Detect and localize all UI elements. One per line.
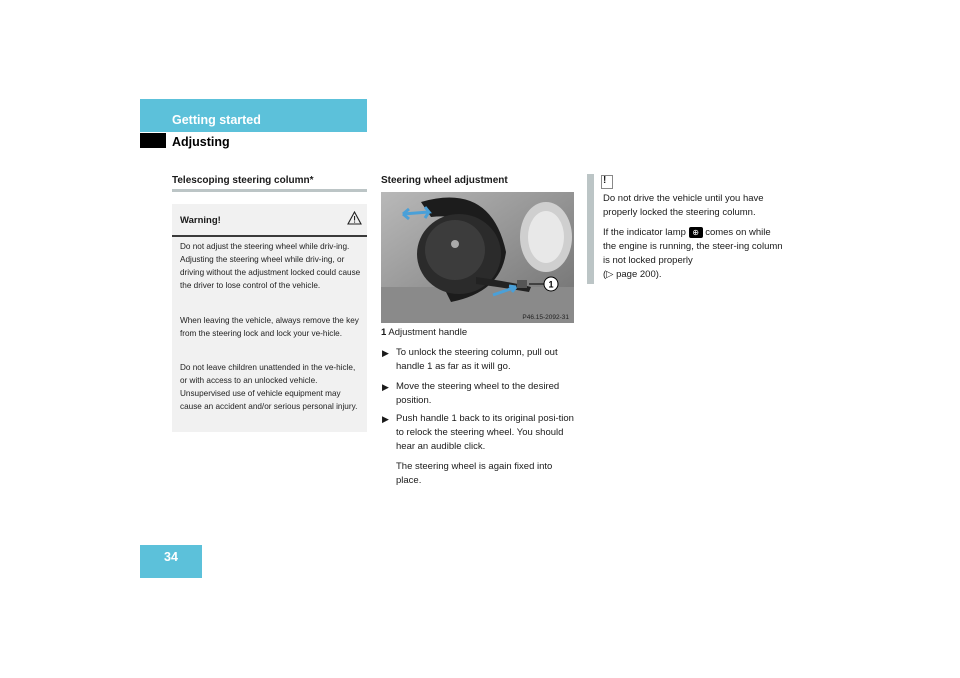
- section-title: Getting started: [172, 113, 261, 127]
- legend-number: 1: [381, 327, 387, 338]
- instruction-step: To unlock the steering column, pull out handle 1 as far as it will go.: [396, 347, 558, 372]
- warning-paragraph: Do not adjust the steering wheel while driv-ing. Adjusting the steering wheel while driv-ing, or driving without the adjustment locked could cause the driver to lose control of the vehicle.: [180, 242, 361, 290]
- warning-paragraph: When leaving the vehicle, always remove the key from the steering lock and lock your ve-hicle.: [180, 316, 359, 338]
- instruction-step: Push handle 1 back to its original posi-tion to relock the steering wheel. You should hear an audible click.: [396, 413, 574, 452]
- subsection-marker: [140, 133, 166, 148]
- instruction-step: Move the steering wheel to the desired position.: [396, 381, 560, 406]
- legend-text: Adjustment handle: [388, 327, 468, 338]
- step-result-text: The steering wheel is again fixed into place.: [396, 461, 553, 486]
- warning-title: Warning!: [180, 215, 221, 226]
- warning-rule: [172, 235, 367, 237]
- note-mark: !: [603, 175, 607, 186]
- step-bullet-icon: ▶: [382, 414, 389, 424]
- callout-number: 1: [548, 279, 554, 290]
- steering-adjustment-heading: Steering wheel adjustment: [381, 175, 508, 186]
- note-paragraph: Do not drive the vehicle until you have properly locked the steering column.: [603, 193, 764, 218]
- page-reference: (▷ page 200).: [603, 269, 662, 280]
- steering-wheel-photo: [381, 192, 574, 323]
- step-bullet-icon: ▶: [382, 382, 389, 392]
- warning-triangle-icon: [347, 211, 362, 225]
- warning-paragraph: Do not leave children unattended in the ve-hicle, or with access to an unlocked vehicle. Unsupervised use of vehicle equipment may cause an accident and/or serious personal injury.: [180, 363, 358, 411]
- note-sidebar-bar: [587, 174, 594, 284]
- steering-wheel-indicator-icon: ⊕: [689, 227, 703, 238]
- note-text: If the indicator lamp: [603, 227, 686, 238]
- telescoping-heading: Telescoping steering column*: [172, 175, 314, 186]
- note-text: comes on while the engine is running, the steer-ing column is not locked properly: [603, 227, 783, 266]
- legend-item: [381, 326, 581, 340]
- step-bullet-icon: ▶: [382, 348, 389, 358]
- page-number: 34: [164, 550, 178, 564]
- subsection-title: Adjusting: [172, 135, 230, 149]
- heading-rule: [172, 189, 367, 192]
- image-code: P46.15-2092-31: [522, 314, 569, 321]
- note-paragraph: [603, 226, 783, 282]
